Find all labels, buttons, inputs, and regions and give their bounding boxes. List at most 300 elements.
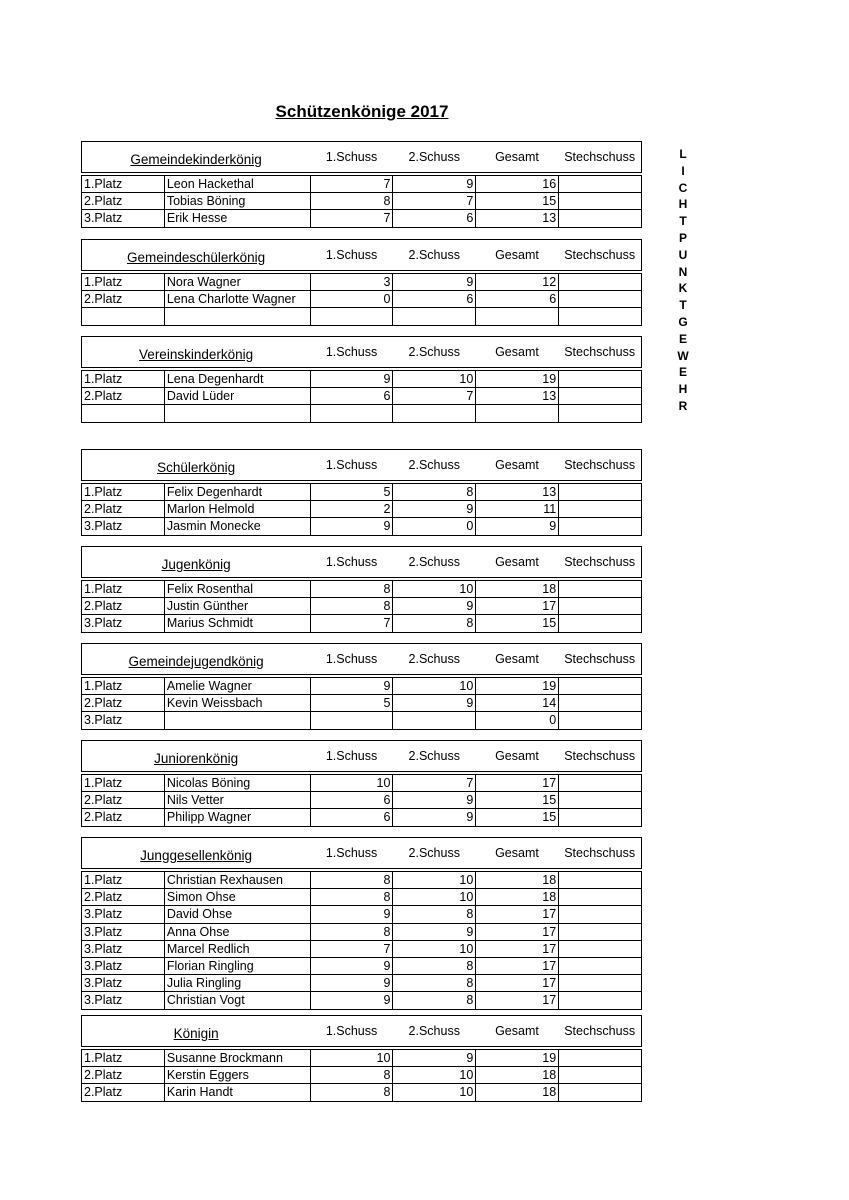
side-letter: E	[678, 331, 687, 346]
tiebreak-cell	[559, 518, 642, 534]
table-row	[82, 193, 642, 210]
tiebreak-cell	[559, 193, 642, 209]
table-row	[82, 308, 642, 325]
shot-1-cell: 7	[311, 176, 394, 192]
column-header-stechschuss: Stechschuss	[564, 345, 636, 359]
column-header-2-schuss: 2.Schuss	[408, 150, 460, 164]
total-cell: 15	[476, 615, 559, 631]
column-header-2-schuss: 2.Schuss	[408, 652, 460, 666]
place-cell: 1.Platz	[82, 484, 165, 500]
shot-1-cell: 10	[311, 1050, 394, 1066]
column-header-stechschuss: Stechschuss	[564, 652, 636, 666]
table-row	[82, 792, 642, 809]
total-cell	[476, 308, 559, 324]
table-title: Junggesellenkönig	[140, 847, 253, 863]
total-cell: 9	[476, 518, 559, 534]
column-header-1-schuss: 1.Schuss	[325, 150, 378, 164]
table-row	[82, 941, 642, 958]
name-cell: Simon Ohse	[165, 889, 311, 905]
table-header	[81, 449, 642, 481]
shot-2-cell: 10	[393, 371, 476, 387]
table-header	[81, 643, 642, 675]
name-cell: Christian Rexhausen	[165, 872, 311, 888]
shot-2-cell: 10	[393, 678, 476, 694]
ranking-table	[81, 546, 642, 633]
total-cell: 17	[476, 775, 559, 791]
name-cell: Tobias Böning	[165, 193, 311, 209]
table-row	[82, 615, 642, 632]
shot-1-cell: 9	[311, 958, 394, 974]
place-cell: 3.Platz	[82, 518, 165, 534]
place-cell: 2.Platz	[82, 193, 165, 209]
name-cell: Jasmin Monecke	[165, 518, 311, 534]
tiebreak-cell	[559, 958, 642, 974]
tiebreak-cell	[559, 598, 642, 614]
column-header-1-schuss: 1.Schuss	[325, 458, 378, 472]
tiebreak-cell	[559, 1050, 642, 1066]
place-cell: 2.Platz	[82, 291, 165, 307]
column-header-2-schuss: 2.Schuss	[408, 1024, 460, 1038]
column-header-stechschuss: Stechschuss	[564, 846, 636, 860]
place-cell: 1.Platz	[82, 872, 165, 888]
name-cell: Lena Charlotte Wagner	[165, 291, 311, 307]
name-cell	[165, 405, 311, 421]
shot-2-cell: 7	[393, 775, 476, 791]
shot-2-cell: 10	[393, 1067, 476, 1083]
total-cell: 17	[476, 958, 559, 974]
place-cell: 1.Platz	[82, 581, 165, 597]
name-cell: Leon Hackethal	[165, 176, 311, 192]
name-cell: Nicolas Böning	[165, 775, 311, 791]
name-cell: Julia Ringling	[165, 975, 311, 991]
tiebreak-cell	[559, 924, 642, 940]
side-letter: U	[678, 247, 688, 262]
total-cell: 13	[476, 210, 559, 226]
total-cell: 13	[476, 388, 559, 404]
name-cell: Nils Vetter	[165, 792, 311, 808]
shot-1-cell: 9	[311, 906, 394, 922]
tiebreak-cell	[559, 176, 642, 192]
tiebreak-cell	[559, 906, 642, 922]
shot-2-cell: 9	[393, 792, 476, 808]
total-cell: 18	[476, 872, 559, 888]
name-cell: Florian Ringling	[165, 958, 311, 974]
ranking-table	[81, 1015, 642, 1102]
shot-2-cell	[393, 405, 476, 421]
table-title: Jugenkönig	[161, 556, 231, 572]
shot-1-cell: 5	[311, 695, 394, 711]
table-row	[82, 1050, 642, 1067]
shot-1-cell	[311, 405, 394, 421]
column-header-gesamt: Gesamt	[495, 248, 539, 262]
name-cell: Lena Degenhardt	[165, 371, 311, 387]
shot-1-cell	[311, 308, 394, 324]
table-header	[81, 837, 642, 869]
shot-1-cell: 8	[311, 581, 394, 597]
place-cell: 2.Platz	[82, 809, 165, 825]
total-cell: 18	[476, 1067, 559, 1083]
name-cell: Marlon Helmold	[165, 501, 311, 517]
table-header	[81, 141, 642, 173]
table-body	[81, 370, 642, 423]
table-title: Juniorenkönig	[154, 750, 239, 766]
side-letter: L	[679, 147, 687, 161]
side-letter: I	[681, 163, 685, 178]
table-header	[81, 546, 642, 578]
place-cell: 2.Platz	[82, 1067, 165, 1083]
place-cell: 2.Platz	[82, 501, 165, 517]
name-cell: Nora Wagner	[165, 274, 311, 290]
table-row	[82, 906, 642, 923]
column-header-stechschuss: Stechschuss	[564, 458, 636, 472]
column-header-1-schuss: 1.Schuss	[325, 248, 378, 262]
table-body	[81, 1049, 642, 1102]
place-cell	[82, 308, 165, 324]
total-cell: 19	[476, 1050, 559, 1066]
name-cell: Anna Ohse	[165, 924, 311, 940]
name-cell: Kevin Weissbach	[165, 695, 311, 711]
tiebreak-cell	[559, 291, 642, 307]
tiebreak-cell	[559, 975, 642, 991]
column-header-2-schuss: 2.Schuss	[408, 458, 460, 472]
place-cell: 2.Platz	[82, 695, 165, 711]
table-title: Gemeindeschülerkönig	[127, 249, 266, 265]
place-cell: 3.Platz	[82, 712, 165, 728]
shot-1-cell: 8	[311, 1067, 394, 1083]
ranking-table	[81, 336, 642, 423]
tiebreak-cell	[559, 210, 642, 226]
shot-2-cell: 10	[393, 1084, 476, 1100]
table-header	[81, 1015, 642, 1047]
shot-2-cell: 7	[393, 193, 476, 209]
place-cell: 2.Platz	[82, 1084, 165, 1100]
shot-2-cell: 9	[393, 1050, 476, 1066]
column-header-2-schuss: 2.Schuss	[408, 555, 460, 569]
place-cell: 3.Platz	[82, 941, 165, 957]
name-cell: Erik Hesse	[165, 210, 311, 226]
tiebreak-cell	[559, 388, 642, 404]
tiebreak-cell	[559, 1067, 642, 1083]
ranking-table	[81, 740, 642, 827]
place-cell: 1.Platz	[82, 371, 165, 387]
table-title: Gemeindekinderkönig	[130, 151, 262, 167]
table-row	[82, 1084, 642, 1101]
table-body	[81, 483, 642, 536]
column-header-1-schuss: 1.Schuss	[325, 555, 378, 569]
place-cell: 1.Platz	[82, 678, 165, 694]
table-row	[82, 712, 642, 729]
column-header-stechschuss: Stechschuss	[564, 150, 636, 164]
shot-2-cell: 8	[393, 906, 476, 922]
table-row	[82, 598, 642, 615]
tiebreak-cell	[559, 992, 642, 1008]
tiebreak-cell	[559, 581, 642, 597]
table-title: Gemeindejugendkönig	[128, 653, 264, 669]
shot-1-cell: 8	[311, 193, 394, 209]
shot-2-cell	[393, 308, 476, 324]
tiebreak-cell	[559, 371, 642, 387]
shot-1-cell: 9	[311, 992, 394, 1008]
ranking-table	[81, 141, 642, 228]
shot-1-cell: 10	[311, 775, 394, 791]
shot-2-cell: 10	[393, 941, 476, 957]
tiebreak-cell	[559, 889, 642, 905]
place-cell: 3.Platz	[82, 992, 165, 1008]
table-row	[82, 924, 642, 941]
table-title: Vereinskinderkönig	[139, 346, 254, 362]
place-cell: 1.Platz	[82, 775, 165, 791]
name-cell: Christian Vogt	[165, 992, 311, 1008]
tiebreak-cell	[559, 792, 642, 808]
shot-1-cell: 7	[311, 210, 394, 226]
column-header-2-schuss: 2.Schuss	[408, 248, 460, 262]
name-cell: Marius Schmidt	[165, 615, 311, 631]
column-header-gesamt: Gesamt	[495, 345, 539, 359]
tiebreak-cell	[559, 678, 642, 694]
side-letter: T	[679, 298, 687, 313]
name-cell: Felix Degenhardt	[165, 484, 311, 500]
total-cell: 13	[476, 484, 559, 500]
place-cell: 3.Platz	[82, 958, 165, 974]
shot-2-cell: 8	[393, 992, 476, 1008]
total-cell: 18	[476, 889, 559, 905]
shot-1-cell: 9	[311, 371, 394, 387]
side-letter: W	[677, 348, 689, 363]
table-row	[82, 291, 642, 308]
column-header-stechschuss: Stechschuss	[564, 248, 636, 262]
shot-2-cell: 9	[393, 274, 476, 290]
table-row	[82, 958, 642, 975]
name-cell: Justin Günther	[165, 598, 311, 614]
total-cell: 11	[476, 501, 559, 517]
side-letter: T	[679, 214, 687, 229]
shot-1-cell: 6	[311, 792, 394, 808]
total-cell: 17	[476, 598, 559, 614]
tiebreak-cell	[559, 809, 642, 825]
shot-1-cell: 0	[311, 291, 394, 307]
side-letter: K	[678, 281, 688, 296]
total-cell: 15	[476, 792, 559, 808]
table-row	[82, 975, 642, 992]
column-header-2-schuss: 2.Schuss	[408, 345, 460, 359]
total-cell: 0	[476, 712, 559, 728]
side-letter: P	[678, 230, 687, 245]
total-cell: 18	[476, 1084, 559, 1100]
tiebreak-cell	[559, 501, 642, 517]
column-header-1-schuss: 1.Schuss	[325, 652, 378, 666]
shot-1-cell: 3	[311, 274, 394, 290]
shot-2-cell	[393, 712, 476, 728]
name-cell: Philipp Wagner	[165, 809, 311, 825]
column-header-2-schuss: 2.Schuss	[408, 749, 460, 763]
shot-1-cell: 9	[311, 678, 394, 694]
place-cell: 1.Platz	[82, 1050, 165, 1066]
tiebreak-cell	[559, 405, 642, 421]
tiebreak-cell	[559, 941, 642, 957]
side-letter: R	[678, 398, 688, 413]
table-title: Schülerkönig	[157, 459, 236, 475]
place-cell: 1.Platz	[82, 274, 165, 290]
tiebreak-cell	[559, 274, 642, 290]
shot-1-cell: 6	[311, 809, 394, 825]
table-title: Königin	[173, 1025, 219, 1041]
name-cell: David Ohse	[165, 906, 311, 922]
table-row	[82, 501, 642, 518]
column-header-gesamt: Gesamt	[495, 555, 539, 569]
column-header-stechschuss: Stechschuss	[564, 1024, 636, 1038]
table-row	[82, 809, 642, 826]
table-row	[82, 889, 642, 906]
column-header-gesamt: Gesamt	[495, 458, 539, 472]
place-cell: 3.Platz	[82, 906, 165, 922]
shot-1-cell: 8	[311, 889, 394, 905]
column-header-stechschuss: Stechschuss	[564, 555, 636, 569]
tiebreak-cell	[559, 775, 642, 791]
table-body	[81, 871, 642, 1010]
total-cell: 19	[476, 678, 559, 694]
table-row	[82, 678, 642, 695]
tiebreak-cell	[559, 308, 642, 324]
table-row	[82, 484, 642, 501]
total-cell: 12	[476, 274, 559, 290]
place-cell: 3.Platz	[82, 210, 165, 226]
column-header-stechschuss: Stechschuss	[564, 749, 636, 763]
table-body	[81, 175, 642, 228]
name-cell: Susanne Brockmann	[165, 1050, 311, 1066]
place-cell: 3.Platz	[82, 615, 165, 631]
shot-1-cell: 6	[311, 388, 394, 404]
total-cell: 18	[476, 581, 559, 597]
column-header-gesamt: Gesamt	[495, 652, 539, 666]
column-header-gesamt: Gesamt	[495, 749, 539, 763]
total-cell: 15	[476, 809, 559, 825]
shot-1-cell: 2	[311, 501, 394, 517]
table-row	[82, 210, 642, 227]
place-cell: 2.Platz	[82, 792, 165, 808]
table-row	[82, 518, 642, 535]
table-row	[82, 388, 642, 405]
tiebreak-cell	[559, 712, 642, 728]
shot-2-cell: 8	[393, 958, 476, 974]
shot-1-cell: 7	[311, 941, 394, 957]
place-cell	[82, 405, 165, 421]
total-cell: 6	[476, 291, 559, 307]
side-letter: C	[678, 180, 688, 195]
name-cell: Felix Rosenthal	[165, 581, 311, 597]
table-header	[81, 239, 642, 271]
place-cell: 1.Platz	[82, 176, 165, 192]
place-cell: 2.Platz	[82, 889, 165, 905]
tiebreak-cell	[559, 1084, 642, 1100]
table-row	[82, 775, 642, 792]
tiebreak-cell	[559, 615, 642, 631]
shot-1-cell: 8	[311, 924, 394, 940]
side-letter: H	[678, 382, 688, 397]
shot-1-cell	[311, 712, 394, 728]
shot-2-cell: 0	[393, 518, 476, 534]
ranking-table	[81, 239, 642, 326]
place-cell: 2.Platz	[82, 598, 165, 614]
shot-2-cell: 9	[393, 695, 476, 711]
column-header-gesamt: Gesamt	[495, 846, 539, 860]
column-header-1-schuss: 1.Schuss	[325, 846, 378, 860]
shot-1-cell: 7	[311, 615, 394, 631]
shot-2-cell: 10	[393, 581, 476, 597]
shot-2-cell: 9	[393, 924, 476, 940]
name-cell: Karin Handt	[165, 1084, 311, 1100]
column-header-1-schuss: 1.Schuss	[325, 749, 378, 763]
total-cell: 16	[476, 176, 559, 192]
tiebreak-cell	[559, 484, 642, 500]
shot-2-cell: 8	[393, 615, 476, 631]
tiebreak-cell	[559, 872, 642, 888]
place-cell: 3.Platz	[82, 975, 165, 991]
name-cell: Kerstin Eggers	[165, 1067, 311, 1083]
shot-2-cell: 6	[393, 210, 476, 226]
ranking-table	[81, 837, 642, 1010]
column-header-1-schuss: 1.Schuss	[325, 345, 378, 359]
shot-2-cell: 8	[393, 484, 476, 500]
ranking-table	[81, 449, 642, 536]
name-cell: David Lüder	[165, 388, 311, 404]
table-body	[81, 677, 642, 730]
table-row	[82, 176, 642, 193]
column-header-2-schuss: 2.Schuss	[408, 846, 460, 860]
table-row	[82, 992, 642, 1009]
total-cell: 17	[476, 975, 559, 991]
shot-2-cell: 9	[393, 809, 476, 825]
shot-1-cell: 9	[311, 975, 394, 991]
table-row	[82, 405, 642, 422]
shot-1-cell: 9	[311, 518, 394, 534]
table-row	[82, 274, 642, 291]
page-title: Schützenkönige 2017	[275, 102, 449, 121]
shot-2-cell: 6	[393, 291, 476, 307]
table-body	[81, 273, 642, 326]
total-cell: 17	[476, 906, 559, 922]
name-cell: Marcel Redlich	[165, 941, 311, 957]
total-cell: 17	[476, 941, 559, 957]
shot-1-cell: 5	[311, 484, 394, 500]
table-header	[81, 740, 642, 772]
name-cell: Amelie Wagner	[165, 678, 311, 694]
table-row	[82, 695, 642, 712]
table-body	[81, 580, 642, 633]
tiebreak-cell	[559, 695, 642, 711]
vertical-side-label	[672, 146, 694, 415]
total-cell: 19	[476, 371, 559, 387]
shot-2-cell: 10	[393, 872, 476, 888]
shot-1-cell: 8	[311, 598, 394, 614]
side-letter: N	[678, 264, 688, 279]
total-cell	[476, 405, 559, 421]
total-cell: 14	[476, 695, 559, 711]
table-row	[82, 371, 642, 388]
place-cell: 3.Platz	[82, 924, 165, 940]
shot-2-cell: 9	[393, 598, 476, 614]
place-cell: 2.Platz	[82, 388, 165, 404]
shot-1-cell: 8	[311, 872, 394, 888]
total-cell: 17	[476, 924, 559, 940]
shot-2-cell: 9	[393, 501, 476, 517]
side-letter: G	[678, 314, 688, 329]
name-cell	[165, 308, 311, 324]
total-cell: 17	[476, 992, 559, 1008]
shot-2-cell: 8	[393, 975, 476, 991]
column-header-1-schuss: 1.Schuss	[325, 1024, 378, 1038]
column-header-gesamt: Gesamt	[495, 1024, 539, 1038]
table-header	[81, 336, 642, 368]
